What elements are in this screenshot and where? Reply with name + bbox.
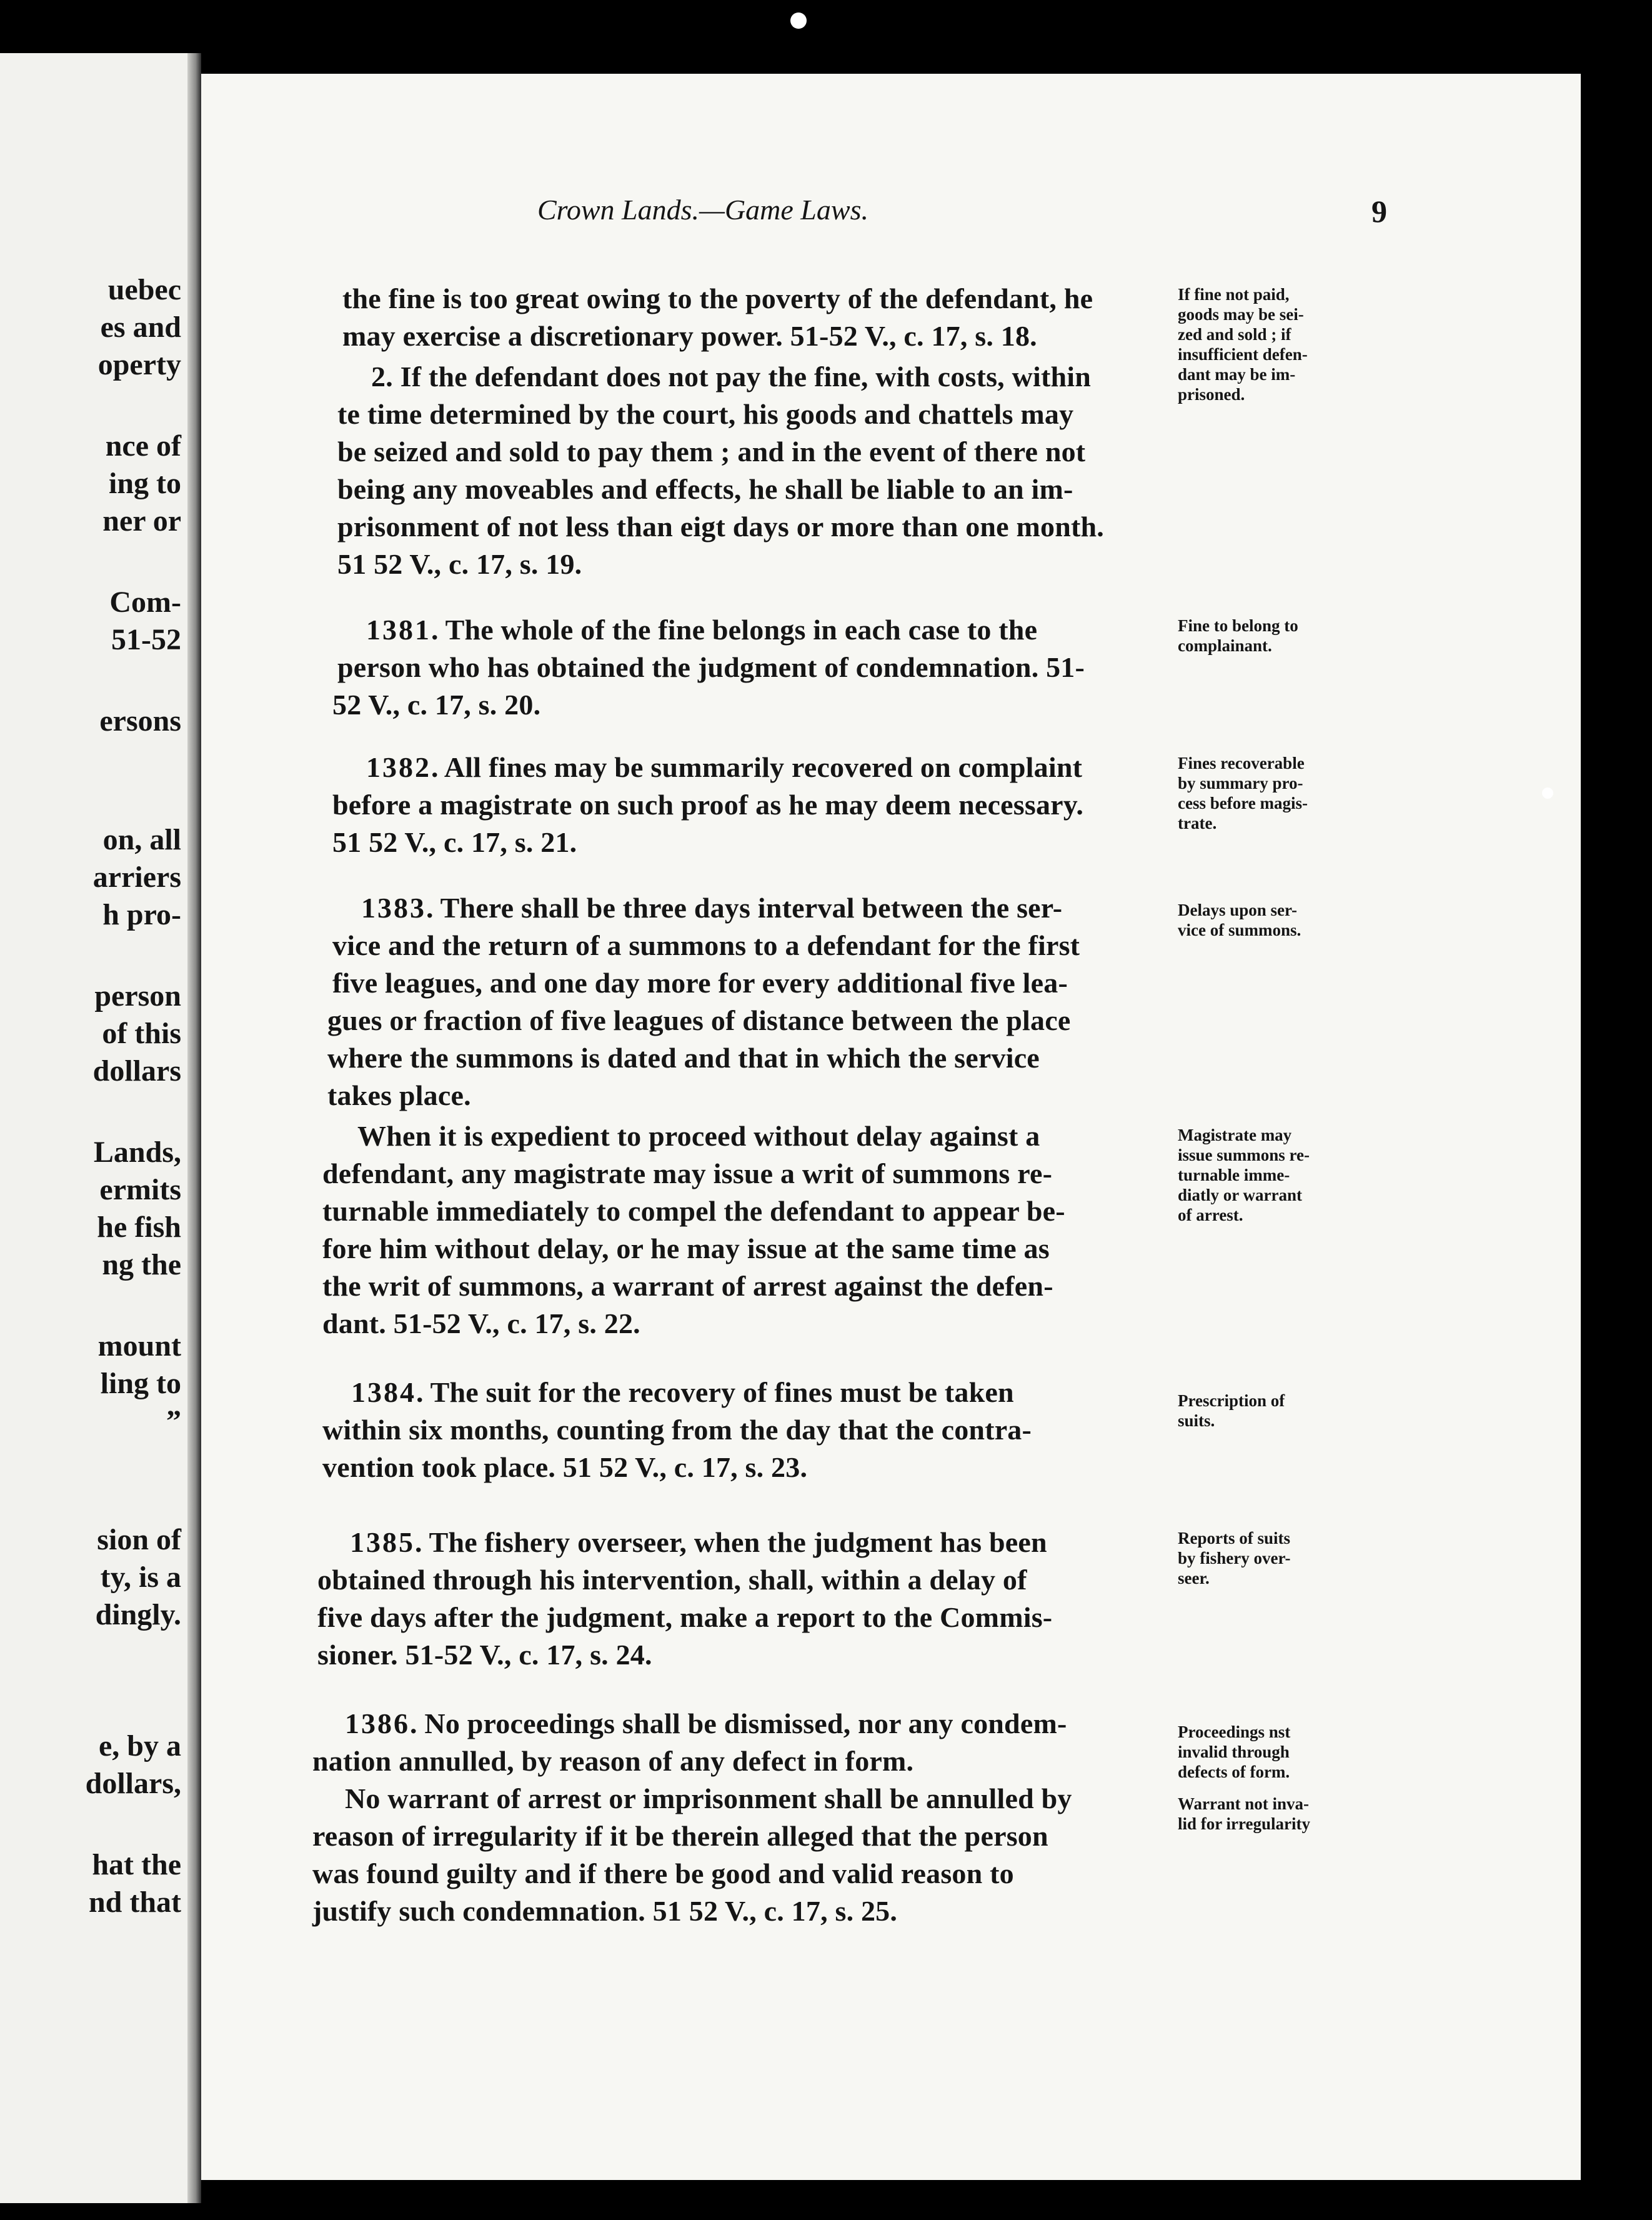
line-text: reason of irregularity if it be therein alleged that the person <box>312 1820 1048 1852</box>
body-line <box>337 400 1073 429</box>
line-text: . The suit for the recovery of fines must be taken <box>416 1376 1014 1408</box>
section-number: 1386 <box>345 1708 410 1739</box>
left-page-fragment: ling to <box>100 1367 181 1400</box>
body-line <box>337 438 1085 466</box>
body-line <box>322 1272 1053 1301</box>
body-line <box>312 1822 1048 1851</box>
line-text: 2. If the defendant does not pay the fine, with costs, within <box>371 361 1092 392</box>
margin-note-line: insufficient defen- <box>1178 345 1308 364</box>
film-speck <box>790 12 807 29</box>
line-text: defendant, any magistrate may issue a writ of summons re- <box>322 1158 1053 1189</box>
line-text: before a magistrate on such proof as he may deem necessary. <box>332 789 1084 821</box>
line-text: 52 V., c. 17, s. 20. <box>332 689 541 721</box>
section-first-line <box>350 1528 1047 1557</box>
body-line <box>317 1566 1027 1594</box>
left-page-fragment: nce of <box>105 429 181 462</box>
line-text: person who has obtained the judgment of condemnation. 51- <box>337 651 1085 683</box>
section-first-line <box>351 1378 1014 1407</box>
body-line <box>322 1234 1050 1263</box>
margin-note-line: trate. <box>1178 814 1217 832</box>
body-line <box>322 1416 1032 1444</box>
body-line <box>327 1006 1070 1035</box>
line-text: No warrant of arrest or imprisonment shall be annulled by <box>345 1782 1072 1814</box>
line-text: . The whole of the fine belongs in each case to the <box>431 614 1038 646</box>
margin-note <box>1178 753 1390 833</box>
line-text: gues or fraction of five leagues of distance between the place <box>327 1004 1071 1036</box>
line-text: may exercise a discretionary power. 51-52 V., c. 17, s. 18. <box>342 320 1037 352</box>
margin-note <box>1178 1528 1390 1588</box>
line-text: . The fishery overseer, when the judgment has been <box>415 1526 1047 1558</box>
book-gutter <box>187 53 201 2203</box>
margin-note-line: Proceedings nst <box>1178 1722 1291 1741</box>
line-text: prisonment of not less than eigt days or more than one month. <box>337 511 1104 542</box>
line-text: vention took place. 51 52 V., c. 17, s. 23. <box>322 1451 808 1483</box>
line-text: where the summons is dated and that in which the service <box>327 1042 1040 1074</box>
page-number: 9 <box>1371 194 1387 229</box>
margin-note-line: zed and sold ; if <box>1178 325 1291 344</box>
left-page-fragment: sion of <box>97 1523 181 1556</box>
line-text: fore him without delay, or he may issue at the same time as <box>322 1232 1050 1264</box>
main-page <box>201 74 1581 2180</box>
line-text: be seized and sold to pay them ; and in the event of there not <box>337 436 1086 468</box>
body-line <box>357 1122 1040 1151</box>
margin-note-line: of arrest. <box>1178 1206 1243 1224</box>
line-text: . No proceedings shall be dismissed, nor any condem- <box>410 1708 1067 1739</box>
line-text: was found guilty and if there be good and valid reason to <box>312 1858 1014 1889</box>
left-page-fragment: Lands, <box>93 1136 181 1169</box>
margin-note <box>1178 616 1390 656</box>
margin-note-line: lid for irregularity <box>1178 1814 1310 1833</box>
section-first-line <box>366 616 1037 644</box>
margin-note-line: suits. <box>1178 1411 1215 1430</box>
section-number: 1382 <box>366 751 431 783</box>
margin-note-line: dant may be im- <box>1178 365 1296 384</box>
margin-note-line: vice of summons. <box>1178 921 1301 939</box>
line-text: 51 52 V., c. 17, s. 21. <box>332 826 577 858</box>
left-page-fragment: dollars, <box>85 1767 181 1800</box>
margin-note-line: If fine not paid, <box>1178 285 1290 304</box>
margin-note-line: by fishery over- <box>1178 1549 1291 1568</box>
line-text: . All fines may be summarily recovered on complaint <box>431 751 1083 783</box>
section-number: 1381 <box>366 614 431 646</box>
line-text: justify such condemnation. 51 52 V., c. 17, s. 25. <box>312 1895 898 1927</box>
body-line <box>332 691 540 719</box>
line-text: the fine is too great owing to the poverty of the defendant, he <box>342 282 1093 314</box>
body-line <box>371 362 1091 391</box>
section-number: 1385 <box>350 1526 415 1558</box>
body-line <box>327 1044 1040 1072</box>
left-page-fragment: mount <box>97 1329 181 1362</box>
margin-note-line: issue summons re- <box>1178 1146 1310 1164</box>
body-line <box>342 284 1093 313</box>
left-page-fragment: dollars <box>92 1054 181 1088</box>
line-text: te time determined by the court, his goods and chattels may <box>337 398 1074 430</box>
left-page-fragment: Com- <box>109 586 181 619</box>
section-first-line <box>361 894 1062 922</box>
body-line <box>345 1784 1072 1813</box>
body-line <box>322 1159 1052 1188</box>
body-line <box>322 1453 807 1482</box>
left-page-fragment: h pro- <box>102 898 181 931</box>
left-page-fragment: operty <box>97 348 181 381</box>
margin-note-line: goods may be sei- <box>1178 305 1304 324</box>
line-text: five days after the judgment, make a report to the Commis- <box>317 1601 1053 1633</box>
body-line <box>337 653 1085 682</box>
left-page-fragment: ner or <box>102 504 181 538</box>
left-facing-page <box>0 53 187 2203</box>
line-text: . There shall be three days interval between the ser- <box>426 892 1063 924</box>
left-page-fragment: ” <box>166 1404 181 1438</box>
body-line <box>312 1859 1014 1888</box>
body-line <box>317 1603 1052 1632</box>
section-number: 1384 <box>351 1376 416 1408</box>
margin-note-line: invalid through <box>1178 1742 1290 1761</box>
body-line <box>332 791 1083 819</box>
line-text: five leagues, and one day more for every additional five lea- <box>332 967 1068 999</box>
left-page-fragment: uebec <box>107 273 181 306</box>
margin-note-line: Prescription of <box>1178 1391 1285 1410</box>
margin-note-line: diatly or warrant <box>1178 1186 1302 1204</box>
left-page-fragment: arriers <box>92 861 181 894</box>
section-number: 1383 <box>361 892 426 924</box>
body-line <box>322 1197 1065 1226</box>
margin-note-line: prisoned. <box>1178 385 1245 404</box>
margin-note <box>1178 1794 1390 1834</box>
body-line <box>332 969 1068 998</box>
left-page-fragment: of this <box>102 1017 181 1050</box>
left-page-fragment: ermits <box>99 1173 181 1206</box>
left-page-fragment: nd that <box>88 1886 181 1919</box>
film-speck <box>1542 788 1553 799</box>
line-text: When it is expedient to proceed without delay against a <box>357 1120 1040 1152</box>
margin-note-line: seer. <box>1178 1569 1210 1588</box>
left-page-fragment: ing to <box>108 467 181 500</box>
section-first-line <box>366 753 1082 782</box>
line-text: dant. 51-52 V., c. 17, s. 22. <box>322 1308 640 1339</box>
line-text: the writ of summons, a warrant of arrest against the defen- <box>322 1270 1053 1302</box>
margin-note-line: Fine to belong to <box>1178 616 1298 635</box>
left-page-fragment: he fish <box>97 1211 181 1244</box>
body-line <box>337 512 1104 541</box>
margin-note-line: by summary pro- <box>1178 774 1303 792</box>
body-line <box>317 1641 652 1669</box>
body-line <box>312 1897 897 1926</box>
body-line <box>337 475 1073 504</box>
margin-note-line: turnable imme- <box>1178 1166 1290 1184</box>
left-page-fragment: e, by a <box>99 1729 181 1762</box>
body-line <box>332 931 1080 960</box>
body-line <box>337 550 582 579</box>
body-line <box>322 1309 640 1338</box>
body-line <box>312 1747 913 1776</box>
left-page-fragment: es and <box>100 311 181 344</box>
line-text: sioner. 51-52 V., c. 17, s. 24. <box>317 1639 652 1671</box>
margin-note-line: Delays upon ser- <box>1178 901 1298 919</box>
margin-note-line: defects of form. <box>1178 1762 1290 1781</box>
margin-note <box>1178 1125 1390 1225</box>
margin-note-line: cess before magis- <box>1178 794 1308 812</box>
left-page-fragment: person <box>94 979 181 1012</box>
left-page-fragment: 51-52 <box>111 623 181 656</box>
body-line <box>342 322 1037 351</box>
line-text: within six months, counting from the day that the contra- <box>322 1414 1032 1446</box>
margin-note-line: complainant. <box>1178 636 1272 655</box>
line-text: being any moveables and effects, he shall be liable to an im- <box>337 473 1073 505</box>
margin-note-line: Reports of suits <box>1178 1529 1290 1548</box>
line-text: takes place. <box>327 1079 471 1111</box>
line-text: nation annulled, by reason of any defect in form. <box>312 1745 914 1777</box>
margin-note-line: Warrant not inva- <box>1178 1794 1310 1813</box>
line-text: 51 52 V., c. 17, s. 19. <box>337 548 582 580</box>
margin-note <box>1178 1391 1390 1431</box>
running-head: Crown Lands.—Game Laws. <box>537 194 868 226</box>
margin-note <box>1178 900 1390 940</box>
margin-note <box>1178 1722 1390 1782</box>
left-page-fragment: hat the <box>92 1848 181 1881</box>
line-text: turnable immediately to compel the defendant to appear be- <box>322 1195 1065 1227</box>
margin-note <box>1178 284 1390 404</box>
left-page-fragment: ty, is a <box>100 1561 181 1594</box>
margin-note-line: Magistrate may <box>1178 1126 1292 1144</box>
body-line <box>332 828 577 857</box>
margin-note-line: Fines recoverable <box>1178 754 1305 772</box>
left-page-fragment: ersons <box>99 704 181 738</box>
line-text: obtained through his intervention, shall, within a delay of <box>317 1564 1027 1596</box>
body-line <box>327 1081 471 1110</box>
left-page-fragment: ng the <box>102 1248 181 1281</box>
left-page-fragment: on, all <box>102 823 181 856</box>
line-text: vice and the return of a summons to a defendant for the first <box>332 929 1080 961</box>
section-first-line <box>345 1709 1067 1738</box>
left-page-fragment: dingly. <box>95 1598 181 1631</box>
